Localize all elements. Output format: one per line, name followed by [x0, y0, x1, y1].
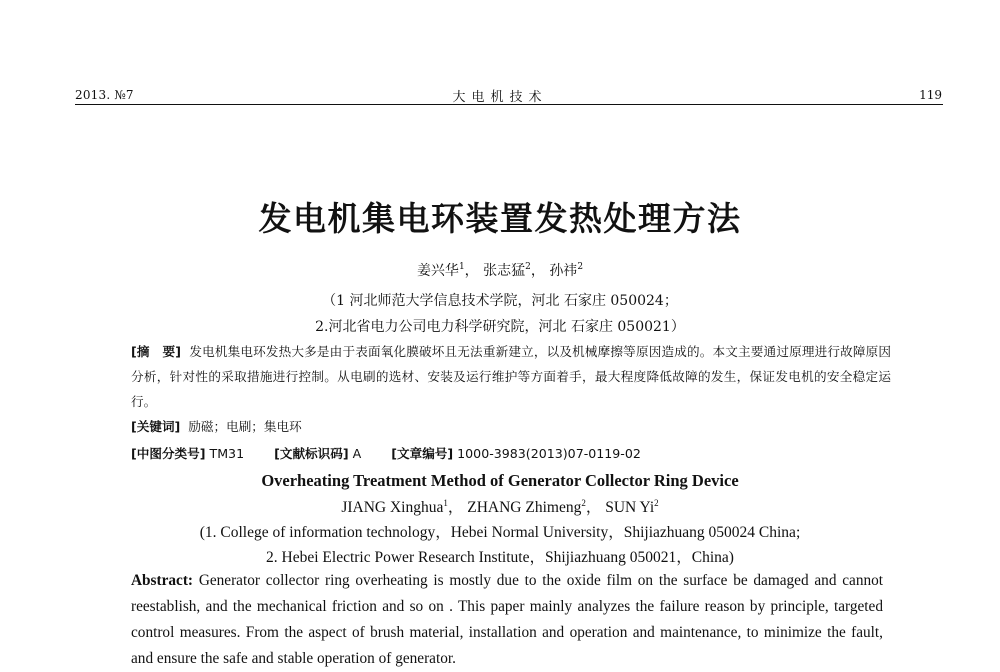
english-title: Overheating Treatment Method of Generator Collector Ring Device: [261, 471, 739, 490]
abstract-label: [摘 要]: [131, 344, 181, 359]
journal-name: 大电机技术: [452, 90, 548, 105]
clc-value: TM31: [209, 446, 245, 461]
doc-code-label: [文献标识码]: [274, 446, 349, 461]
author-name: ZHANG Zhimeng: [467, 499, 582, 516]
author-name: 张志猛: [483, 263, 526, 279]
chinese-keywords: [131, 414, 891, 439]
journal-issue: 2013. №7: [75, 88, 134, 102]
chinese-affiliation: （1 河北师范大学信息技术学院，河北 石家庄 050024；: [322, 293, 678, 309]
english-authors: JIANG Xinghua$^1$， ZHANG Zhimeng$^2$， SUN Yi$^2$: [341, 498, 659, 516]
article-number-label: [文章编号]: [391, 446, 454, 461]
page-number: 119: [919, 88, 942, 102]
author-affil-mark: 1: [443, 498, 448, 508]
author-name: SUN Yi: [605, 499, 655, 516]
paper-title: 发电机集电环装置发热处理方法: [258, 199, 742, 238]
header-rule: [75, 104, 943, 105]
keywords-label: [关键词]: [131, 419, 181, 434]
author-name: JIANG Xinghua: [341, 499, 444, 516]
author-name: 孙祎: [549, 263, 578, 279]
clc-label: [中图分类号]: [131, 446, 206, 461]
author-affil-mark: 1: [458, 262, 465, 272]
chinese-authors: 姜兴华$^1$， 张志猛$^2$， 孙祎$^2$: [416, 262, 584, 279]
chinese-affiliation: 2.河北省电力公司电力科学研究院，河北 石家庄 050021）: [315, 319, 685, 335]
author-affil-mark: 2: [654, 498, 659, 508]
author-name: 姜兴华: [416, 263, 459, 279]
english-affiliation: 2. Hebei Electric Power Research Institute，Shijiazhuang 050021，China): [266, 549, 734, 566]
author-affil-mark: 2: [577, 262, 584, 272]
author-affil-mark: 2: [581, 498, 586, 508]
abstract-label: Abstract:: [131, 572, 194, 589]
abstract-text: Generator collector ring overheating is mostly due to the oxide film on the surface be damaged and cannot reestablish, and the mechanical friction and so on . This paper mainly analyzes the failure reason by principle, targeted control measures. From the aspect of brush material, installation and operation and maintenance, to minimize the fault, and ensure the safe and stable operation of generator.: [131, 572, 884, 667]
english-affiliation: (1. College of information technology，Hebei Normal University，Shijiazhuang 050024 China;: [199, 524, 801, 541]
english-abstract: [131, 568, 883, 672]
doc-code-value: A: [352, 446, 362, 461]
abstract-text: 发电机集电环发热大多是由于表面氧化膜破坏且无法重新建立，以及机械摩擦等原因造成的。本文主要通过原理进行故障原因分析，针对性的采取措施进行控制。从电刷的选材、安装及运行维护等方面着手，最大程度降低故障的发生，保证发电机的安全稳定运行。: [131, 344, 891, 409]
article-number-value: 1000-3983(2013)07-0119-02: [457, 446, 641, 461]
classification-line: [131, 441, 891, 466]
keywords-text: 励磁；电刷；集电环: [188, 419, 302, 434]
author-affil-mark: 2: [525, 262, 531, 272]
chinese-abstract: [131, 339, 891, 414]
